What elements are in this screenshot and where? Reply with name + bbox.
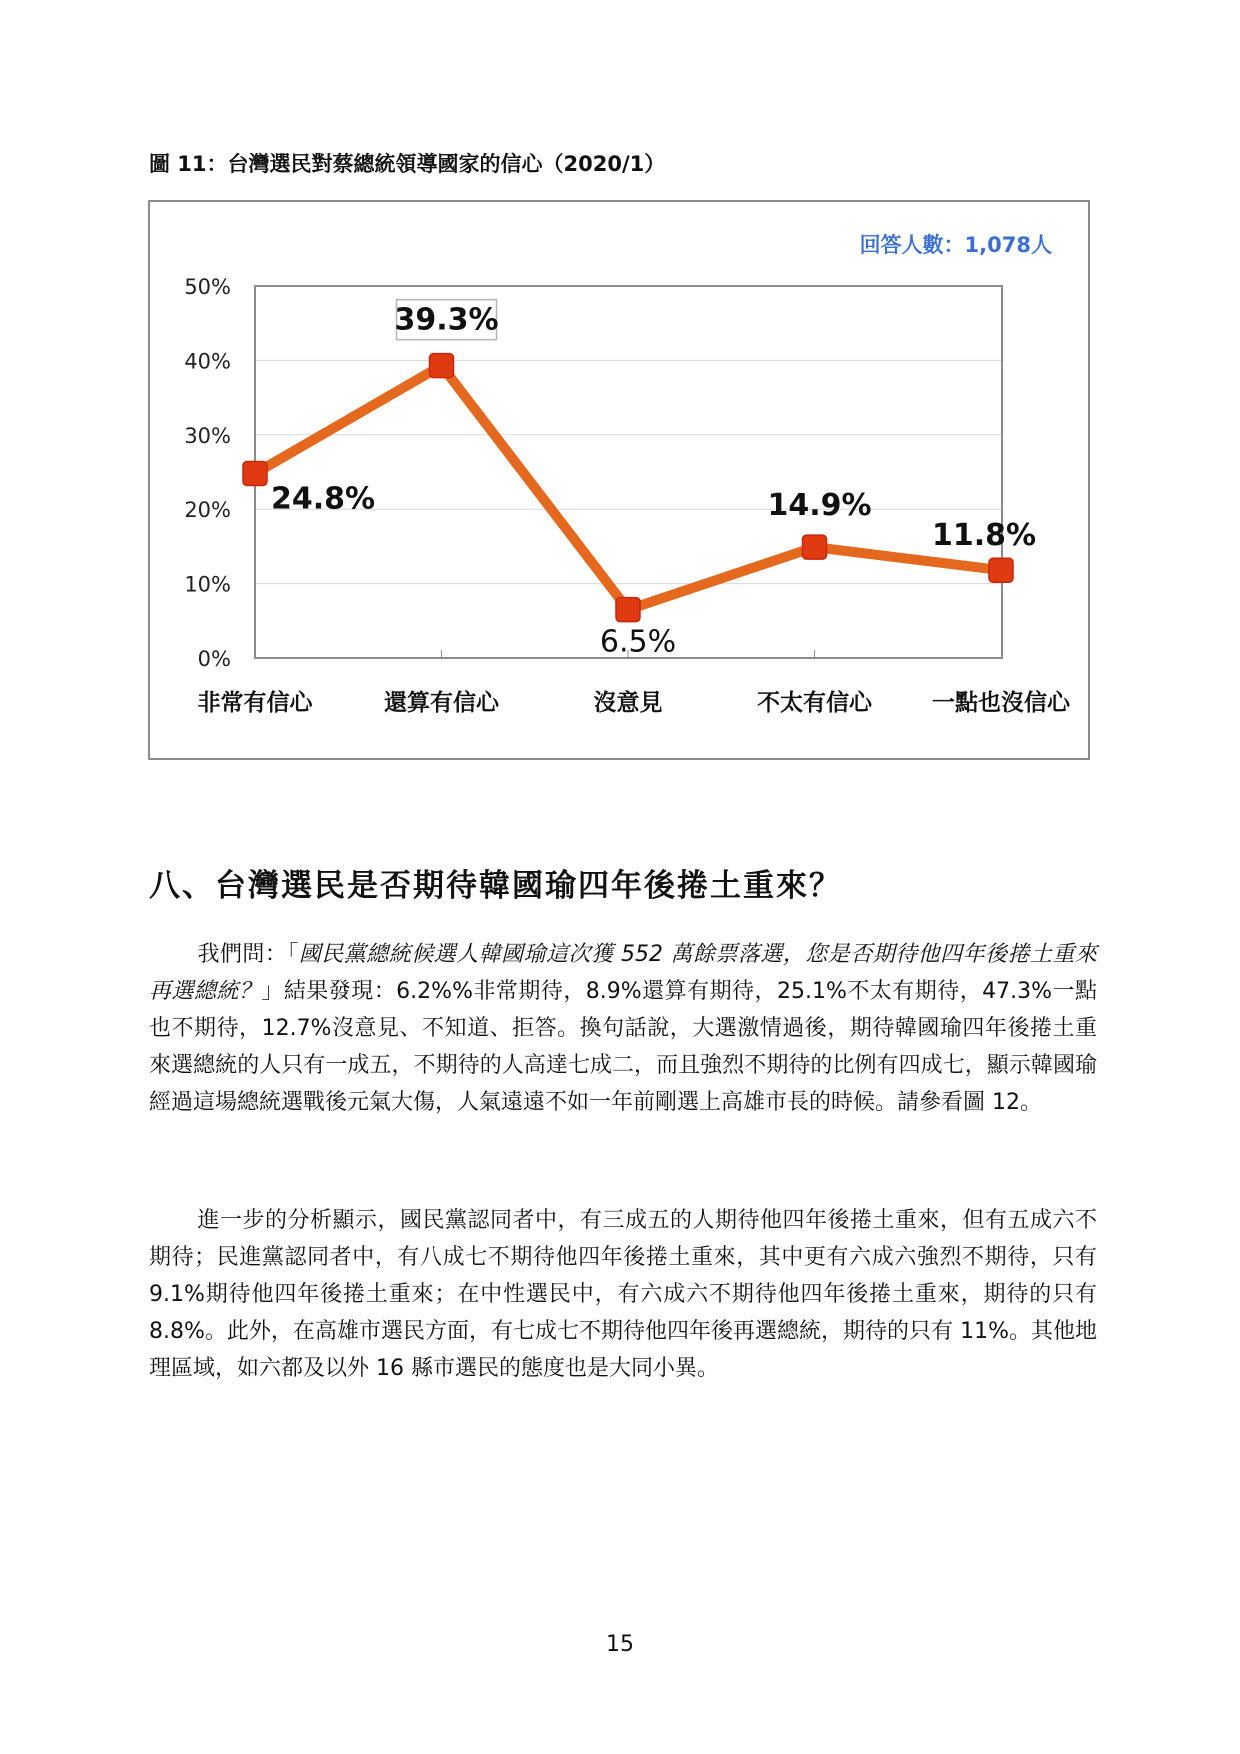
paragraph-2 <box>149 1202 1097 1387</box>
survey-question: 國民黨總統候選人韓國瑜這次獲 552 萬餘票落選，您是否期待他四年後捲土重來再選總統？ <box>149 942 1097 1004</box>
paragraph-2-text: 進一步的分析顯示，國民黨認同者中，有三成五的人期待他四年後捲土重來，但有五成六不期待；民進黨認同者中，有八成七不期待他四年後捲土重來，其中更有六成六強烈不期待，只有 9.1%期待他四年後捲土重來；在中性選民中，有六成六不期待他四年後捲土重來，期待的只有 8.8%。此外，在高雄市選民方面，有七成七不期待他四年後再選總統，期待的只有 11%。其他地理區域，如六都及以外 16 縣市選民的態度也是大同小異。 <box>149 1208 1097 1381</box>
section-heading: 八、台灣選民是否期待韓國瑜四年後捲土重來？ <box>149 868 842 904</box>
data-label: 6.5% <box>599 624 677 660</box>
y-tick-label: 30% <box>184 423 231 448</box>
data-label: 24.8% <box>271 481 376 517</box>
paragraph-1-lead: 我們問：「 <box>197 942 299 967</box>
data-point-marker <box>616 598 640 622</box>
paragraph-1-body: 」結果發現：6.2%%非常期待，8.9%還算有期待，25.1%不太有期待，47.3%一點也不期待，12.7%沒意見、不知道、拒答。換句話說，大選激情過後，期待韓國瑜四年後捲土重來選總統的人只有一成五，不期待的人高達七成二，而且強烈不期待的比例有四成七，顯示韓國瑜經過這場總統選戰後元氣大傷，人氣遠遠不如一年前剛選上高雄市長的時候。請參看圖 12。 <box>149 979 1097 1115</box>
x-category-label: 一點也沒信心 <box>932 690 1070 716</box>
x-category-label: 非常有信心 <box>197 690 313 716</box>
y-tick-label: 10% <box>184 572 231 597</box>
line-chart <box>148 200 1090 760</box>
page-number: 15 <box>606 1632 634 1657</box>
data-label: 39.3% <box>394 302 499 338</box>
data-label: 14.9% <box>767 488 872 524</box>
paragraph-1 <box>149 936 1097 1121</box>
data-label: 11.8% <box>931 518 1037 554</box>
data-point-marker <box>989 558 1013 582</box>
figure-caption: 圖 11：台灣選民對蔡總統領導國家的信心（2020/1） <box>149 152 666 176</box>
y-tick-label: 0% <box>197 647 231 671</box>
chart-svg <box>150 202 1088 758</box>
y-tick-label: 40% <box>184 349 231 374</box>
y-tick-label: 50% <box>184 275 231 299</box>
x-category-label: 不太有信心 <box>757 690 872 716</box>
data-point-marker <box>243 461 267 485</box>
respondents-annotation: 回答人數：1,078人 <box>859 233 1052 257</box>
x-category-label: 還算有信心 <box>384 690 499 716</box>
data-point-marker <box>803 535 827 559</box>
x-category-label: 沒意見 <box>593 690 663 716</box>
data-point-marker <box>430 354 454 378</box>
y-tick-label: 20% <box>184 498 231 523</box>
